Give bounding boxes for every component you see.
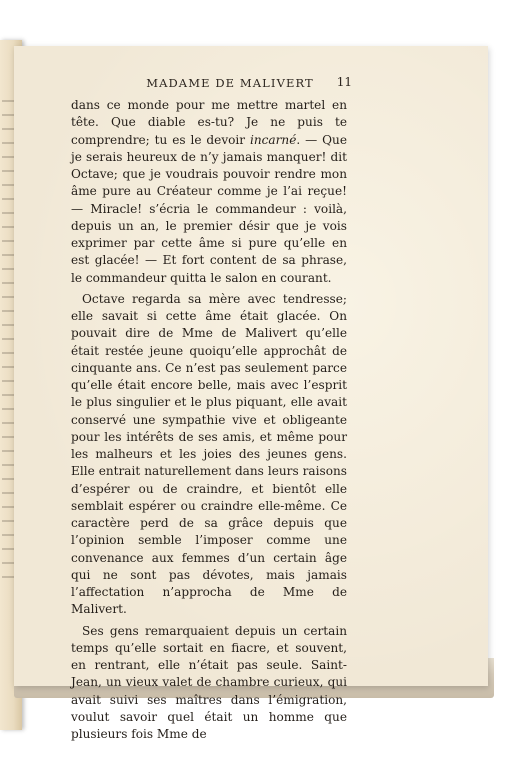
emphasis-incarne: incarné [250, 132, 297, 147]
facing-page-text-fragment [2, 100, 14, 580]
paragraph-2: Octave regarda sa mère avec tendresse; elle savait si cette âme était glacée. On pouvait dire de Mme de Malivert qu’elle était restée jeune quoiqu’elle approchât de cinquante ans. Ce n’est pas seulement parce qu’elle était encore belle, mais avec l’esprit le plus singulier et le plus piquant, elle avait conservé une sympathie vive et obligeante pour les intérêts de ses amis, et même pour les malheurs et les joies des jeunes gens. Elle entrait naturellement dans leurs raisons d’espérer ou de craindre, et bientôt elle semblait espérer ou craindre elle-même. Ce caractère perd de sa grâce depuis que l’opinion semble l’imposer comme une convenance aux femmes d’un certain âge qui ne sont pas dévotes, mais jamais l’affectation n’approcha de Mme de Malivert. [71, 291, 347, 617]
page-number: 11 [336, 75, 352, 89]
running-head: MADAME DE MALIVERT [146, 76, 314, 90]
body-text [71, 97, 347, 743]
paragraph-3: Ses gens remarquaient depuis un certain temps qu’elle sortait en fiacre, et souvent, en rentrant, elle n’était pas seule. Saint-Jean, un vieux valet de chambre curieux, qui avait suivi ses maîtres dans l’émigration, voulut savoir quel était un homme que plusieurs fois Mme de [71, 623, 347, 741]
paragraph-1 [71, 97, 347, 287]
paragraph-1-before: dans ce monde pour me mettre martel en tête. Que diable es-tu? Je ne puis te comprendre; tu es le devoir [71, 98, 347, 147]
paragraph-1-after: . — Que je serais heureux de n’y jamais manquer! dit Octave; que je voudrais pouvoir rendre mon âme pure au Créateur comme je l’ai reçue! — Miracle! s’écria le commandeur : voilà, depuis un an, le premier désir que je vois exprimer par cette âme si pure qu’elle en est glacée! — Et fort content de sa phrase, le commandeur quitta le salon en courant. [71, 132, 347, 285]
